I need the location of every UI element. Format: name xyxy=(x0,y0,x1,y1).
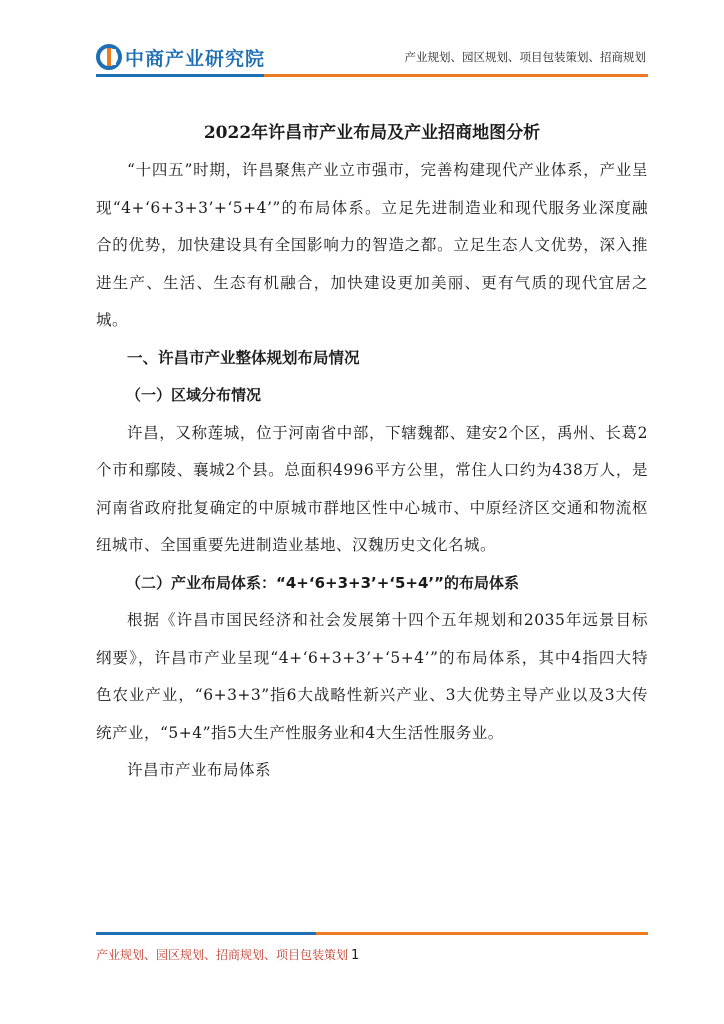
intro-paragraph: “十四五”时期，许昌聚焦产业立市强市，完善构建现代产业体系，产业呈现“4+‘6+3+3’+‘5+4’”的布局体系。立足先进制造业和现代服务业深度融合的优势，加快建设具有全国影响力的智造之都。立足生态人文优势，深入推进生产、生活、生态有机融合，加快建设更加美丽、更有气质的现代宜居之城。 xyxy=(96,161,648,329)
logo-text: 中商产业研究院 xyxy=(125,47,266,70)
logo-mark-icon xyxy=(96,44,122,70)
header-tagline: 产业规划、园区规划、项目包装策划、招商规划 xyxy=(404,50,646,64)
header-rule-orange xyxy=(264,74,648,77)
subsection-1-heading: （一）区域分布情况 xyxy=(126,386,262,404)
section-1-heading: 一、许昌市产业整体规划布局情况 xyxy=(127,348,360,367)
footer-rule-blue xyxy=(96,932,316,935)
header-rule-blue xyxy=(96,74,264,77)
subsection-2-heading: （二）产业布局体系：“4+‘6+3+3’+‘5+4’”的布局体系 xyxy=(126,573,519,592)
page-footer xyxy=(96,946,359,963)
footer-rule-orange xyxy=(316,932,648,935)
page-header xyxy=(0,0,724,90)
document-body xyxy=(96,116,648,790)
figure-caption: 许昌市产业布局体系 xyxy=(127,761,272,779)
subsection-2-paragraph: 根据《许昌市国民经济和社会发展第十四个五年规划和2035年远景目标纲要》，许昌市产业呈现“4+‘6+3+3’+‘5+4’”的布局体系，其中4指四大特色农业产业，“6+3+3”指6大战略性新兴产业、3大优势主导产业以及3大传统产业，“5+4”指5大生产性服务业和4大生活性服务业。 xyxy=(96,611,648,742)
footer-tagline: 产业规划、园区规划、招商规划、项目包装策划 xyxy=(96,948,349,962)
company-logo xyxy=(96,44,265,70)
subsection-1-paragraph: 许昌，又称莲城，位于河南省中部，下辖魏都、建安2个区，禹州、长葛2个市和鄢陵、襄城2个县。总面积4996平方公里，常住人口约为438万人，是河南省政府批复确定的中原城市群地区性中心城市、中原经济区交通和物流枢纽城市、全国重要先进制造业基地、汉魏历史文化名城。 xyxy=(96,423,648,554)
document-title: 2022年许昌市产业布局及产业招商地图分析 xyxy=(203,123,541,143)
page-number: 1 xyxy=(351,948,360,963)
